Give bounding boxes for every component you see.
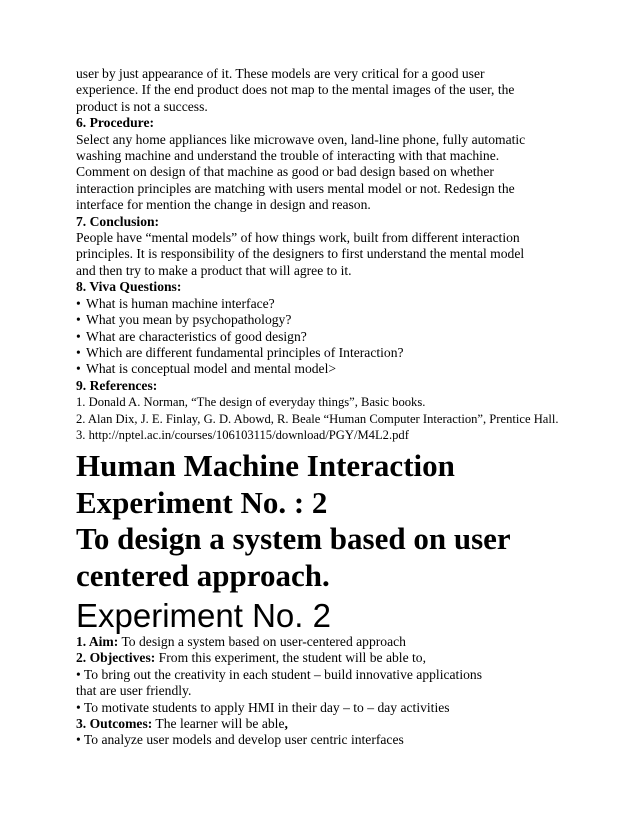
outcome-item: • To analyze user models and develop user centric interfaces [76, 732, 404, 748]
experiment-title-heading [76, 448, 618, 594]
viva-question [76, 329, 618, 345]
intro-line: user by just appearance of it. These models are very critical for a good user [76, 66, 485, 81]
procedure-line: washing machine and understand the trouble of interacting with that machine. [76, 148, 500, 164]
title-line: Experiment No. : 2 [76, 484, 328, 520]
bullet-glyph: • [76, 295, 81, 311]
objectives-label: 2. Objectives: [76, 650, 156, 666]
viva-question [76, 345, 618, 361]
title-line: To design a system based on user [76, 521, 511, 557]
viva-heading: 8. Viva Questions: [76, 279, 182, 295]
bullet-glyph: • [76, 361, 81, 377]
conclusion-line: People have “mental models” of how things work, built from different interaction [76, 230, 520, 246]
title-line: Human Machine Interaction [76, 448, 455, 483]
outcomes-label: 3. Outcomes: [76, 716, 153, 732]
viva-question-text: What is conceptual model and mental model> [86, 361, 337, 377]
procedure-line: interface for mention the change in design and reason. [76, 197, 371, 213]
intro-line: product is not a success. [76, 98, 208, 114]
objective-item: • To motivate students to apply HMI in their day – to – day activities [76, 699, 450, 715]
viva-question [76, 361, 618, 377]
objective-item-continued: that are user friendly. [76, 683, 192, 699]
bullet-glyph: • [76, 328, 81, 344]
viva-question-text: What is human machine interface? [86, 295, 275, 311]
bullet-glyph: • [76, 344, 81, 360]
references-heading: 9. References: [76, 377, 158, 393]
viva-question-text: Which are different fundamental principles of Interaction? [86, 344, 404, 360]
aim-label: 1. Aim: [76, 634, 119, 649]
objective-item: • To bring out the creativity in each student – build innovative applications [76, 666, 482, 682]
conclusion-heading: 7. Conclusion: [76, 213, 160, 229]
title-line: centered approach. [76, 557, 330, 593]
objectives-text: From this experiment, the student will be able to, [155, 650, 426, 666]
experiment-heading [76, 597, 618, 635]
experiment-heading-text: Experiment No. 2 [76, 597, 331, 634]
outcomes-text: The learner will be able [152, 716, 285, 732]
viva-question-text: What you mean by psychopathology? [86, 312, 292, 328]
reference-item: 2. Alan Dix, J. E. Finlay, G. D. Abowd, R. Beale “Human Computer Interaction”, Prentice Hall. [76, 411, 559, 426]
reference-item: 3. http://nptel.ac.in/courses/106103115/download/PGY/M4L2.pdf [76, 427, 409, 442]
aim-text: To design a system based on user-centered approach [118, 634, 406, 649]
objectives-line [76, 650, 618, 666]
aim-line [76, 634, 618, 650]
outcomes-line [76, 716, 618, 732]
previous-experiment-text [76, 66, 618, 443]
viva-question [76, 312, 618, 328]
procedure-line: Select any home appliances like microwave oven, land-line phone, fully automatic [76, 131, 526, 147]
bullet-glyph: • [76, 312, 81, 328]
viva-question-text: What are characteristics of good design? [86, 328, 307, 344]
viva-question [76, 296, 618, 312]
outcomes-comma: , [284, 716, 288, 732]
procedure-line: interaction principles are matching with users mental model or not. Redesign the [76, 180, 515, 196]
experiment-2-text [76, 634, 618, 749]
reference-item: 1. Donald A. Norman, “The design of everyday things”, Basic books. [76, 395, 426, 410]
conclusion-line: principles. It is responsibility of the designers to first understand the mental model [76, 246, 525, 262]
intro-line: experience. If the end product does not map to the mental images of the user, the [76, 82, 515, 98]
procedure-line: Comment on design of that machine as good or bad design based on whether [76, 164, 494, 180]
conclusion-line: and then try to make a product that will agree to it. [76, 262, 352, 278]
procedure-heading: 6. Procedure: [76, 115, 155, 131]
